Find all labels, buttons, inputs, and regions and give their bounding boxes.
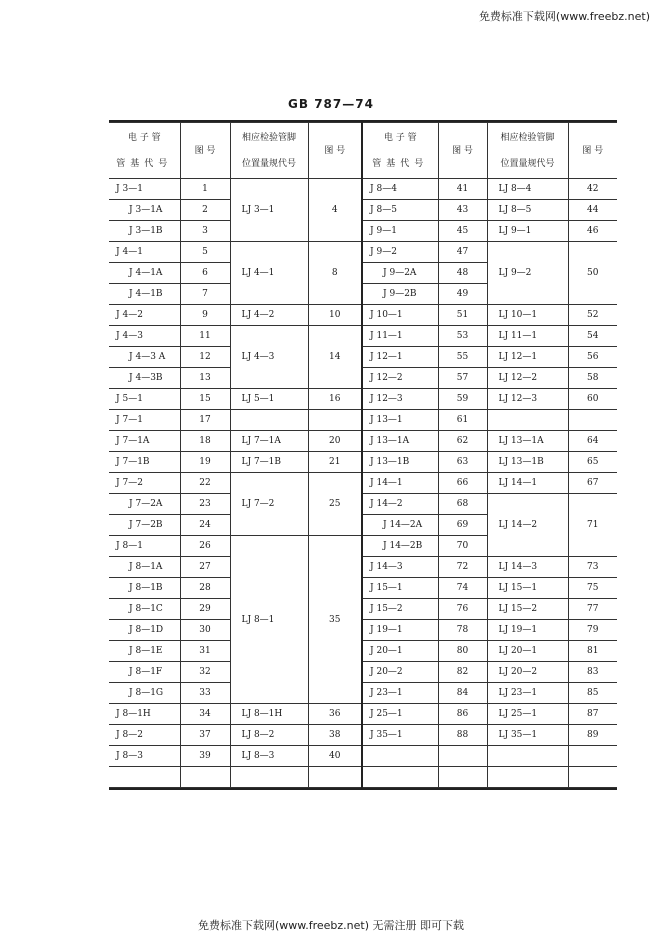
figure-number: 39 <box>180 746 230 767</box>
header-tube-code-left <box>109 123 180 179</box>
gauge-figure-number: 77 <box>568 599 617 620</box>
figure-number: 33 <box>180 683 230 704</box>
tube-base-code: J 13—1A <box>362 431 438 452</box>
gauge-figure-number: 85 <box>568 683 617 704</box>
gauge-figure-number: 16 <box>308 389 362 410</box>
gauge-figure-number: 83 <box>568 662 617 683</box>
figure-number: 62 <box>438 431 487 452</box>
gauge-code: LJ 8—1H <box>230 704 308 725</box>
tube-base-code: J 8—3 <box>109 746 180 767</box>
table-row <box>109 242 617 263</box>
table-row <box>109 389 617 410</box>
figure-number: 12 <box>180 347 230 368</box>
gauge-code: LJ 9—2 <box>487 242 568 305</box>
figure-number: 2 <box>180 200 230 221</box>
gauge-code: LJ 4—3 <box>230 326 308 389</box>
table-row <box>109 326 617 347</box>
gauge-code: LJ 14—2 <box>487 494 568 557</box>
gauge-figure-number: 60 <box>568 389 617 410</box>
figure-number: 31 <box>180 641 230 662</box>
gauge-code: LJ 20—2 <box>487 662 568 683</box>
figure-number: 11 <box>180 326 230 347</box>
gauge-figure-number: 67 <box>568 473 617 494</box>
table-row <box>109 599 617 620</box>
tube-base-code: J 8—1H <box>109 704 180 725</box>
figure-number: 88 <box>438 725 487 746</box>
table-row <box>109 221 617 242</box>
gauge-figure-number: 64 <box>568 431 617 452</box>
gauge-code: LJ 8—3 <box>230 746 308 767</box>
gauge-code: LJ 8—2 <box>230 725 308 746</box>
gauge-code: LJ 12—1 <box>487 347 568 368</box>
gauge-figure-number: 35 <box>308 536 362 704</box>
gauge-figure-number: 56 <box>568 347 617 368</box>
gauge-code <box>487 410 568 431</box>
figure-number: 68 <box>438 494 487 515</box>
header-text: 电 子 管 <box>383 132 417 143</box>
header-gauge-code-right <box>487 123 568 179</box>
gauge-code <box>230 410 308 431</box>
table-row <box>109 473 617 494</box>
gauge-code: LJ 3—1 <box>230 179 308 242</box>
tube-base-code: J 8—1E <box>109 641 180 662</box>
tube-base-code: J 5—1 <box>109 389 180 410</box>
gauge-figure-number: 71 <box>568 494 617 557</box>
gauge-figure-number: 14 <box>308 326 362 389</box>
tube-base-code: J 23—1 <box>362 683 438 704</box>
gauge-figure-number: 44 <box>568 200 617 221</box>
gauge-code: LJ 11—1 <box>487 326 568 347</box>
table-row <box>109 557 617 578</box>
tube-base-code: J 9—2 <box>362 242 438 263</box>
gauge-figure-number <box>308 410 362 431</box>
tube-base-code: J 9—2A <box>362 263 438 284</box>
header-gauge-figure-left: 图 号 <box>308 123 362 179</box>
figure-number: 5 <box>180 242 230 263</box>
figure-number: 6 <box>180 263 230 284</box>
figure-number: 45 <box>438 221 487 242</box>
tube-base-code: J 13—1B <box>362 452 438 473</box>
figure-number: 37 <box>180 725 230 746</box>
empty-cell <box>362 767 438 788</box>
empty-cell <box>438 746 487 767</box>
tube-base-code: J 7—2B <box>109 515 180 536</box>
tube-base-code: J 8—4 <box>362 179 438 200</box>
header-text: 电 子 管 <box>127 132 161 143</box>
gauge-figure-number: 50 <box>568 242 617 305</box>
tube-base-code: J 8—2 <box>109 725 180 746</box>
tube-base-code: J 4—3 <box>109 326 180 347</box>
figure-number: 51 <box>438 305 487 326</box>
gauge-code: LJ 13—1B <box>487 452 568 473</box>
tube-base-code: J 4—2 <box>109 305 180 326</box>
tube-base-table <box>109 122 617 788</box>
table-row <box>109 662 617 683</box>
empty-cell <box>308 767 362 788</box>
empty-cell <box>568 767 617 788</box>
gauge-figure-number <box>568 410 617 431</box>
tube-base-code: J 15—1 <box>362 578 438 599</box>
tube-base-code: J 12—1 <box>362 347 438 368</box>
empty-cell <box>180 767 230 788</box>
figure-number: 18 <box>180 431 230 452</box>
figure-number: 3 <box>180 221 230 242</box>
table-row <box>109 200 617 221</box>
tube-base-code: J 20—2 <box>362 662 438 683</box>
gauge-code: LJ 15—1 <box>487 578 568 599</box>
figure-number: 15 <box>180 389 230 410</box>
tube-base-code: J 8—1B <box>109 578 180 599</box>
gauge-code: LJ 35—1 <box>487 725 568 746</box>
gauge-figure-number: 20 <box>308 431 362 452</box>
gauge-figure-number: 40 <box>308 746 362 767</box>
tube-base-code: J 9—1 <box>362 221 438 242</box>
gauge-code: LJ 13—1A <box>487 431 568 452</box>
table-row <box>109 578 617 599</box>
figure-number: 61 <box>438 410 487 431</box>
gauge-code: LJ 8—1 <box>230 536 308 704</box>
gauge-figure-number: 79 <box>568 620 617 641</box>
table-row <box>109 410 617 431</box>
figure-number: 82 <box>438 662 487 683</box>
tube-base-code: J 3—1 <box>109 179 180 200</box>
header-gauge-figure-right: 图 号 <box>568 123 617 179</box>
figure-number: 19 <box>180 452 230 473</box>
figure-number: 30 <box>180 620 230 641</box>
tube-base-code: J 3—1B <box>109 221 180 242</box>
tube-base-code: J 12—2 <box>362 368 438 389</box>
tube-base-code: J 14—2A <box>362 515 438 536</box>
gauge-figure-number: 89 <box>568 725 617 746</box>
gauge-code: LJ 9—1 <box>487 221 568 242</box>
figure-number: 32 <box>180 662 230 683</box>
table-row <box>109 746 617 767</box>
figure-number: 48 <box>438 263 487 284</box>
table-row <box>109 452 617 473</box>
figure-number: 22 <box>180 473 230 494</box>
gauge-code: LJ 12—3 <box>487 389 568 410</box>
tube-base-code: J 8—1G <box>109 683 180 704</box>
gauge-figure-number: 10 <box>308 305 362 326</box>
gauge-code: LJ 7—2 <box>230 473 308 536</box>
gauge-figure-number: 87 <box>568 704 617 725</box>
figure-number: 28 <box>180 578 230 599</box>
empty-cell <box>438 767 487 788</box>
tube-base-code: J 35—1 <box>362 725 438 746</box>
figure-number: 63 <box>438 452 487 473</box>
gauge-figure-number: 46 <box>568 221 617 242</box>
gauge-code: LJ 7—1B <box>230 452 308 473</box>
gauge-code: LJ 8—5 <box>487 200 568 221</box>
table-row <box>109 305 617 326</box>
gauge-figure-number: 36 <box>308 704 362 725</box>
figure-number: 70 <box>438 536 487 557</box>
empty-cell <box>362 746 438 767</box>
tube-base-code: J 8—1C <box>109 599 180 620</box>
header-text: 相应检验管脚 <box>500 132 555 143</box>
gauge-figure-number: 38 <box>308 725 362 746</box>
gauge-figure-number: 21 <box>308 452 362 473</box>
gauge-figure-number: 65 <box>568 452 617 473</box>
gauge-figure-number: 58 <box>568 368 617 389</box>
tube-base-code: J 8—1A <box>109 557 180 578</box>
table-row <box>109 704 617 725</box>
figure-number: 41 <box>438 179 487 200</box>
table-row <box>109 641 617 662</box>
figure-number: 13 <box>180 368 230 389</box>
figure-number: 53 <box>438 326 487 347</box>
gauge-code: LJ 7—1A <box>230 431 308 452</box>
gauge-figure-number: 4 <box>308 179 362 242</box>
figure-number: 72 <box>438 557 487 578</box>
gauge-figure-number: 81 <box>568 641 617 662</box>
tube-base-code: J 14—2 <box>362 494 438 515</box>
table-row <box>109 494 617 515</box>
tube-base-code: J 7—1A <box>109 431 180 452</box>
tube-base-code: J 4—1 <box>109 242 180 263</box>
tube-base-code: J 15—2 <box>362 599 438 620</box>
gauge-figure-number: 52 <box>568 305 617 326</box>
gauge-figure-number: 73 <box>568 557 617 578</box>
table-row <box>109 179 617 200</box>
table-body <box>109 179 617 788</box>
tube-base-code: J 14—3 <box>362 557 438 578</box>
figure-number: 84 <box>438 683 487 704</box>
tube-base-code: J 12—3 <box>362 389 438 410</box>
table-row <box>109 767 617 788</box>
empty-cell <box>109 767 180 788</box>
tube-base-code: J 13—1 <box>362 410 438 431</box>
tube-base-code: J 9—2B <box>362 284 438 305</box>
tube-base-code: J 7—1 <box>109 410 180 431</box>
empty-cell <box>230 767 308 788</box>
figure-number: 59 <box>438 389 487 410</box>
tube-base-code: J 11—1 <box>362 326 438 347</box>
tube-base-code: J 8—5 <box>362 200 438 221</box>
gauge-code: LJ 19—1 <box>487 620 568 641</box>
gauge-code: LJ 4—2 <box>230 305 308 326</box>
tube-base-code: J 19—1 <box>362 620 438 641</box>
gauge-code: LJ 8—4 <box>487 179 568 200</box>
gauge-code: LJ 20—1 <box>487 641 568 662</box>
header-text: 管基代号 <box>116 158 173 169</box>
gauge-figure-number: 25 <box>308 473 362 536</box>
figure-number: 26 <box>180 536 230 557</box>
empty-cell <box>568 746 617 767</box>
tube-base-code: J 14—1 <box>362 473 438 494</box>
gauge-code: LJ 14—3 <box>487 557 568 578</box>
gauge-code: LJ 15—2 <box>487 599 568 620</box>
gauge-figure-number: 8 <box>308 242 362 305</box>
figure-number: 74 <box>438 578 487 599</box>
empty-cell <box>487 746 568 767</box>
gauge-code: LJ 23—1 <box>487 683 568 704</box>
figure-number: 80 <box>438 641 487 662</box>
tube-base-code: J 25—1 <box>362 704 438 725</box>
empty-cell <box>487 767 568 788</box>
tube-base-code: J 4—1B <box>109 284 180 305</box>
gauge-code: LJ 5—1 <box>230 389 308 410</box>
header-tube-code-right <box>362 123 438 179</box>
header-text: 位置量规代号 <box>500 158 555 169</box>
figure-number: 17 <box>180 410 230 431</box>
gauge-figure-number: 54 <box>568 326 617 347</box>
gauge-code: LJ 25—1 <box>487 704 568 725</box>
figure-number: 76 <box>438 599 487 620</box>
tube-base-code: J 8—1F <box>109 662 180 683</box>
figure-number: 57 <box>438 368 487 389</box>
table-header-row <box>109 123 617 179</box>
table-row <box>109 431 617 452</box>
figure-number: 24 <box>180 515 230 536</box>
figure-number: 9 <box>180 305 230 326</box>
figure-number: 27 <box>180 557 230 578</box>
figure-number: 55 <box>438 347 487 368</box>
top-banner: 免费标准下载网(www.freebz.net) <box>478 10 650 23</box>
header-text: 相应检验管脚 <box>241 132 296 143</box>
table-row <box>109 347 617 368</box>
header-figure-right: 图 号 <box>438 123 487 179</box>
gauge-code: LJ 14—1 <box>487 473 568 494</box>
figure-number: 86 <box>438 704 487 725</box>
figure-number: 78 <box>438 620 487 641</box>
figure-number: 29 <box>180 599 230 620</box>
gauge-figure-number: 75 <box>568 578 617 599</box>
figure-number: 1 <box>180 179 230 200</box>
gauge-code: LJ 10—1 <box>487 305 568 326</box>
bottom-banner: 免费标准下载网(www.freebz.net) 无需注册 即可下载 <box>197 919 465 932</box>
tube-base-code: J 4—3 A <box>109 347 180 368</box>
figure-number: 69 <box>438 515 487 536</box>
tube-base-code: J 7—1B <box>109 452 180 473</box>
tube-base-code: J 20—1 <box>362 641 438 662</box>
tube-base-code: J 7—2 <box>109 473 180 494</box>
table-row <box>109 683 617 704</box>
header-figure-left: 图 号 <box>180 123 230 179</box>
tube-base-code: J 8—1D <box>109 620 180 641</box>
figure-number: 43 <box>438 200 487 221</box>
tube-base-code: J 14—2B <box>362 536 438 557</box>
table-row <box>109 620 617 641</box>
table-row <box>109 725 617 746</box>
tube-base-code: J 4—1A <box>109 263 180 284</box>
figure-number: 47 <box>438 242 487 263</box>
standard-number: GB 787—74 <box>288 97 374 111</box>
header-gauge-code-left <box>230 123 308 179</box>
figure-number: 34 <box>180 704 230 725</box>
tube-base-code: J 7—2A <box>109 494 180 515</box>
tube-base-code: J 8—1 <box>109 536 180 557</box>
table-row <box>109 368 617 389</box>
tube-base-code: J 3—1A <box>109 200 180 221</box>
figure-number: 66 <box>438 473 487 494</box>
figure-number: 23 <box>180 494 230 515</box>
tube-base-code: J 4—3B <box>109 368 180 389</box>
gauge-code: LJ 12—2 <box>487 368 568 389</box>
gauge-code: LJ 4—1 <box>230 242 308 305</box>
header-text: 位置量规代号 <box>241 158 296 169</box>
figure-number: 49 <box>438 284 487 305</box>
figure-number: 7 <box>180 284 230 305</box>
gauge-figure-number: 42 <box>568 179 617 200</box>
header-text: 管基代号 <box>372 158 429 169</box>
tube-base-code: J 10—1 <box>362 305 438 326</box>
tube-base-table-wrap <box>109 120 617 790</box>
